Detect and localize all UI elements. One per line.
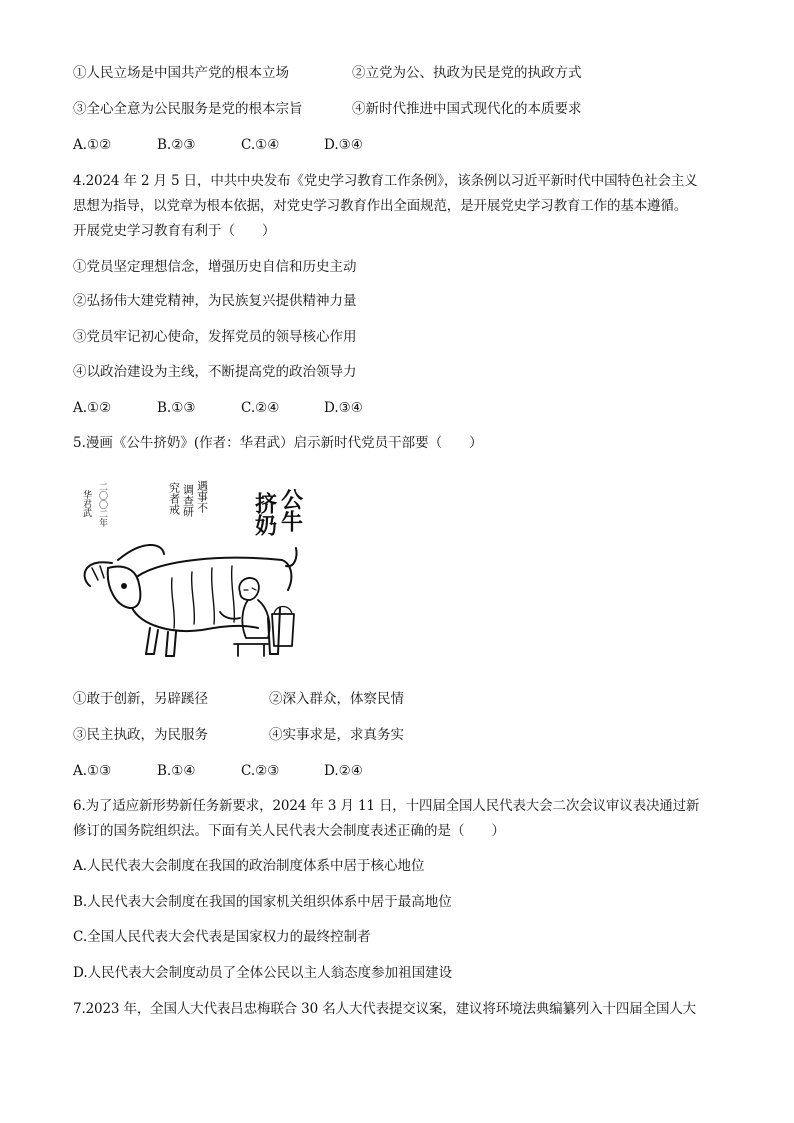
q3-choice-d: D.③④: [324, 137, 363, 153]
q3-choice-a: A.①②: [73, 137, 112, 153]
q4-stem-line-2: 思想为指导，以党章为根本依据，对党史学习教育作出全面规范，是开展党史学习教育工作的基本遵循。: [73, 198, 688, 214]
comic-signature-col2: 华君武: [81, 490, 91, 517]
q5-option-2: ②深入群众，体察民情: [269, 691, 404, 707]
q5-option-1: ①敢于创新，另辟蹊径: [73, 691, 208, 707]
stool: [234, 644, 268, 656]
farmer-figure: [220, 578, 294, 656]
comic-caption-col3: 究者戒: [167, 482, 181, 515]
q3-choice-b: B.②③: [157, 137, 196, 153]
bull-front-leg-2: [166, 632, 176, 656]
q6-option-c: C.全国人民代表大会代表是国家权力的最终控制者: [73, 929, 371, 945]
comic-caption-col2: 调查研: [181, 484, 195, 517]
q7-stem-line-1: 7.2023 年，全国人大代表吕忠梅联合 30 名人大代表提交议案，建议将环境法典编纂列入十四届全国人大: [73, 1001, 696, 1017]
q6-option-a: A.人民代表大会制度在我国的政治制度体系中居于核心地位: [73, 858, 425, 874]
q4-option-3: ③党员牢记初心使命，发挥党员的领导核心作用: [73, 329, 357, 345]
q4-option-1: ①党员坚定理想信念，增强历史自信和历史主动: [73, 259, 357, 275]
q6-option-b: B.人民代表大会制度在我国的国家机关组织体系中居于最高地位: [73, 894, 452, 910]
q3-option-2: ②立党为公、执政为民是党的执政方式: [352, 65, 582, 81]
q3-option-4: ④新时代推进中国式现代化的本质要求: [352, 101, 582, 117]
q3-choice-c: C.①④: [241, 137, 280, 153]
q5-choice-c: C.②③: [241, 763, 280, 779]
bull-horn-right: [118, 545, 164, 560]
q5-choice-d: D.②④: [324, 763, 363, 779]
comic-title-col1: 公牛: [277, 488, 303, 532]
q3-option-3: ③全心全意为公民服务是党的根本宗旨: [73, 101, 303, 117]
bull-front-leg-1: [146, 628, 158, 654]
q4-option-2: ②弘扬伟大建党精神，为民族复兴提供精神力量: [73, 293, 357, 309]
q5-stem: 5.漫画《公牛挤奶》(作者：华君武）启示新时代党员干部要（ ）: [73, 435, 483, 451]
comic-caption-col1: 遇事不: [195, 480, 209, 513]
q6-stem-line-2: 修订的国务院组织法。下面有关人民代表大会制度表述正确的是（ ）: [73, 823, 505, 839]
comic-title-col2: 挤奶: [251, 492, 277, 536]
q5-option-4: ④实事求是，求真务实: [269, 727, 404, 743]
comic-illustration: [72, 468, 312, 668]
q4-option-4: ④以政治建设为主线，不断提高党的政治领导力: [73, 364, 357, 380]
farmer-head: [239, 578, 259, 600]
comic-signature-col1: 二〇〇二年: [97, 482, 107, 527]
q6-option-d: D.人民代表大会制度动员了全体公民以主人翁态度参加祖国建设: [73, 965, 453, 981]
q4-stem-line-3: 开展党史学习教育有利于（ ）: [73, 223, 276, 239]
q5-choice-a: A.①③: [73, 763, 112, 779]
bull-back: [138, 558, 291, 590]
q4-choice-d: D.③④: [324, 400, 363, 416]
q5-option-3: ③民主执政，为民服务: [73, 727, 208, 743]
bull-drawing: [85, 545, 297, 656]
q4-stem-line-1: 4.2024 年 2 月 5 日，中共中央发布《党史学习教育工作条例》，该条例以习近平新时代中国特色社会主义: [73, 173, 698, 189]
q6-stem-line-1: 6.为了适应新形势新任务新要求，2024 年 3 月 11 日，十四届全国人民代表大会二次会议审议表决通过新: [73, 798, 700, 814]
q4-choice-c: C.②④: [241, 400, 280, 416]
q4-choice-b: B.①③: [157, 400, 196, 416]
bucket: [272, 614, 294, 646]
q5-choice-b: B.①④: [157, 763, 196, 779]
farmer-arm: [220, 612, 240, 619]
farmer-body: [242, 600, 269, 638]
q4-choice-a: A.①②: [73, 400, 112, 416]
q3-option-1: ①人民立场是中国共产党的根本立场: [73, 65, 289, 81]
